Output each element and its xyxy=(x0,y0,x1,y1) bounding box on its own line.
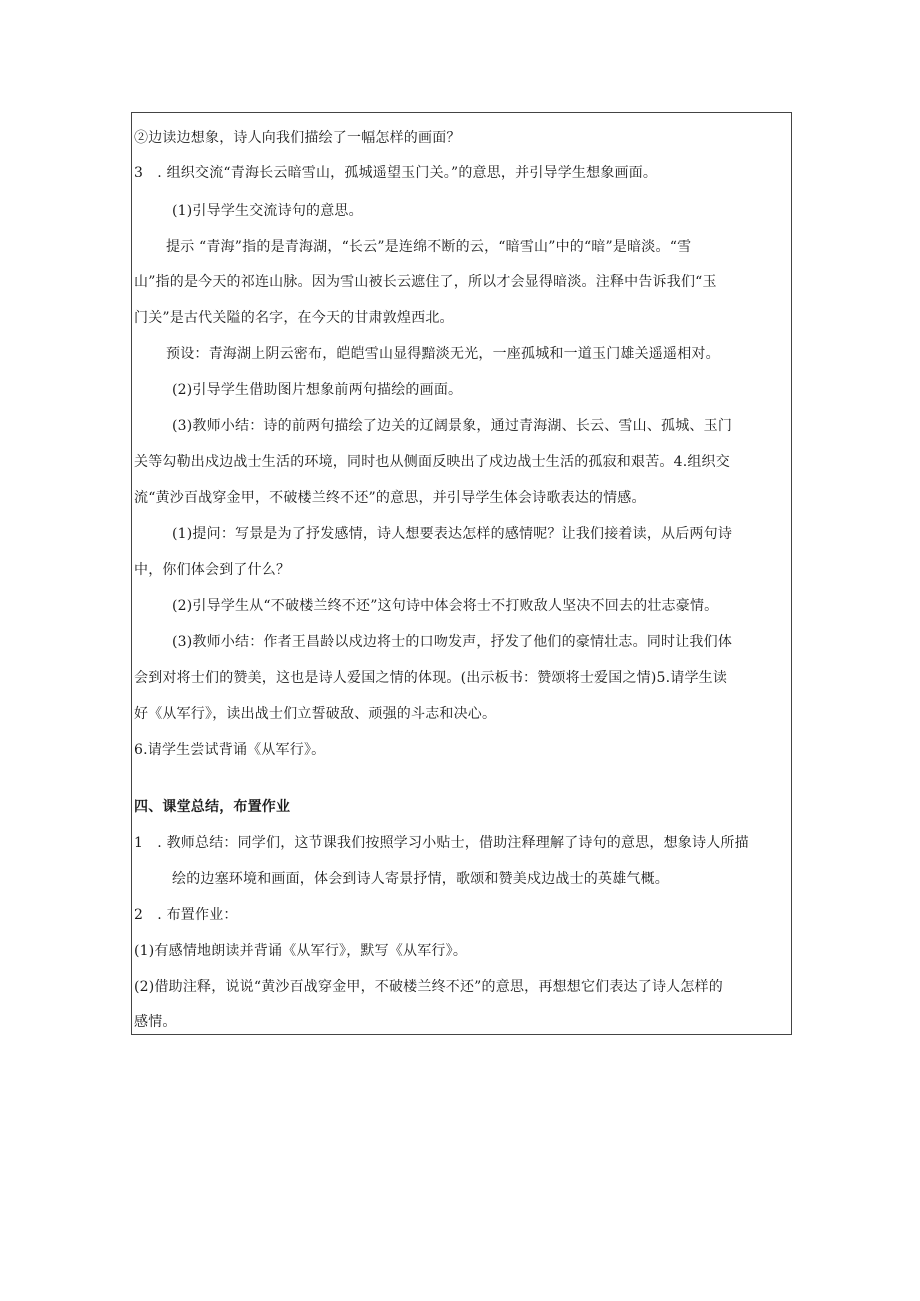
section-heading: 四、课堂总结，布置作业 xyxy=(134,799,291,815)
text-line: 好《从军行》，读出战士们立誓破敌、顽强的斗志和决心。 xyxy=(134,706,497,722)
text-line: (2)引导学生从“不破楼兰终不还”这句诗中体会将士不打败敌人坚决不回去的壮志豪情。 xyxy=(172,598,719,614)
text-line: (2)借助注释，说说“黄沙百战穿金甲，不破楼兰终不还”的意思，再想想它们表达了诗人怎样的 xyxy=(134,979,723,995)
text-line: 预设：青海湖上阴云密布，皑皑雪山显得黯淡无光，一座孤城和一道玉门雄关遥遥相对。 xyxy=(166,346,720,362)
text-line: 会到对将士们的赞美，这也是诗人爱国之情的体现。(出示板书：赞颂将士爱国之情)5.请学生读 xyxy=(134,670,728,686)
text-line: 提示 “青海”指的是青海湖，“长云”是连绵不断的云，“暗雪山”中的“暗”是暗淡。“雪 xyxy=(166,239,692,255)
text-line: 感情。 xyxy=(134,1014,177,1030)
text-line: (3)教师小结：作者王昌龄以戍边将士的口吻发声，抒发了他们的豪情壮志。同时让我们体 xyxy=(172,634,733,650)
text-line: 3 . 组织交流“青海长云暗雪山，孤城遥望玉门关。”的意思，并引导学生想象画面。 xyxy=(134,165,658,181)
text-line: 1 . 教师总结：同学们，这节课我们按照学习小贴士，借助注释理解了诗句的意思，想象诗人所描 xyxy=(134,835,749,851)
text-line: 6.请学生尝试背诵《从军行》。 xyxy=(134,742,326,758)
text-line: 中，你们体会到了什么？ xyxy=(134,562,291,578)
text-line: (1)提问：写景是为了抒发感情，诗人想要表达怎样的感情呢？让我们接着读，从后两句诗 xyxy=(172,526,733,542)
text-line: 流“黄沙百战穿金甲，不破楼兰终不还”的意思，并引导学生体会诗歌表达的情感。 xyxy=(134,490,646,506)
text-line: ②边读边想象，诗人向我们描绘了一幅怎样的画面？ xyxy=(134,130,461,146)
text-line: 关等勾勒出戍边战士生活的环境，同时也从侧面反映出了戍边战士生活的孤寂和艰苦。4.组织交 xyxy=(134,454,730,470)
text-line: (1)引导学生交流诗句的意思。 xyxy=(172,203,363,219)
text-line: 2 . 布置作业： xyxy=(134,907,238,923)
text-line: 门关”是古代关隘的名字，在今天的甘肃敦煌西北。 xyxy=(134,310,454,326)
text-line: (3)教师小结：诗的前两句描绘了边关的辽阔景象，通过青海湖、长云、雪山、孤城、玉门 xyxy=(172,418,733,434)
text-line: 绘的边塞环境和画面，体会到诗人寄景抒情，歌颂和赞美戍边战士的英雄气概。 xyxy=(172,871,669,887)
text-line: 山”指的是今天的祁连山脉。因为雪山被长云遮住了，所以才会显得暗淡。注释中告诉我们“玉 xyxy=(134,274,717,290)
text-line: (2)引导学生借助图片想象前两句描绘的画面。 xyxy=(172,382,463,398)
text-line: (1)有感情地朗读并背诵《从军行》，默写《从军行》。 xyxy=(134,943,468,959)
